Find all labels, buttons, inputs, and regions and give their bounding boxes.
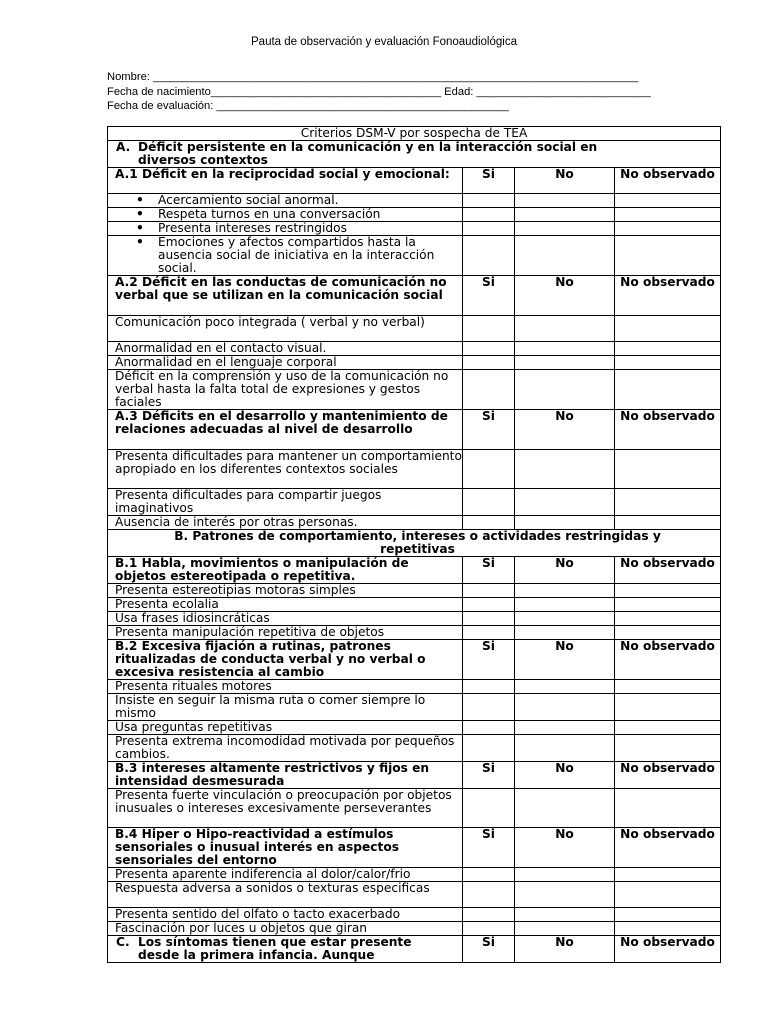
col-no-observado: No observado [615, 410, 721, 450]
col-no: No [515, 276, 615, 316]
section-b-line1: Patrones de comportamiento, intereses o actividades restringidas y [192, 529, 661, 543]
checkbox-si[interactable] [463, 721, 515, 735]
checkbox-no[interactable] [515, 694, 615, 721]
checkbox-no-observado[interactable] [615, 450, 721, 489]
checkbox-si[interactable] [463, 680, 515, 694]
checkbox-no[interactable] [515, 908, 615, 922]
list-item: Presenta rituales motores [108, 680, 463, 694]
section-c-line2: desde la primera infancia. Aunque [138, 948, 375, 962]
fecha-evaluacion-field[interactable]: Fecha de evaluación: _______________________________________________ [107, 100, 509, 112]
col-si: Si [463, 762, 515, 789]
checkbox-no[interactable] [515, 612, 615, 626]
section-a-letter: A. [116, 140, 131, 154]
checkbox-si[interactable] [463, 356, 515, 370]
col-si: Si [463, 168, 515, 194]
criterion-b4-title: B.4 Hiper o Hipo-reactividad a estímulos sensoriales o inusual interés en aspectos sensoriales del entorno [108, 828, 463, 868]
list-item: • Acercamiento social anormal. [108, 194, 463, 208]
list-item: Presenta manipulación repetitiva de objetos [108, 626, 463, 640]
list-item: Presenta sentido del olfato o tacto exacerbado [108, 908, 463, 922]
list-item: Usa preguntas repetitivas [108, 721, 463, 735]
checkbox-si[interactable] [463, 908, 515, 922]
checkbox-no-observado[interactable] [615, 208, 721, 222]
list-item: Insiste en seguir la misma ruta o comer siempre lo mismo [108, 694, 463, 721]
list-item: Respuesta adversa a sonidos o texturas especificas [108, 882, 463, 908]
checkbox-no[interactable] [515, 450, 615, 489]
checkbox-si[interactable] [463, 489, 515, 516]
criterion-b2-title: B.2 Excesiva fijación a rutinas, patrones ritualizadas de conducta verbal y no verbal o excesiva resistencia al cambio [108, 640, 463, 680]
col-no-observado: No observado [615, 640, 721, 680]
col-no-observado: No observado [615, 762, 721, 789]
col-no: No [515, 410, 615, 450]
section-c-letter: C. [116, 935, 130, 949]
checkbox-no[interactable] [515, 222, 615, 236]
checkbox-si[interactable] [463, 342, 515, 356]
list-item: Déficit en la comprensión y uso de la comunicación no verbal hasta la falta total de expresiones y gestos faciales [108, 370, 463, 410]
checkbox-si[interactable] [463, 208, 515, 222]
checkbox-no-observado[interactable] [615, 868, 721, 882]
checkbox-no-observado[interactable] [615, 194, 721, 208]
list-item: Anormalidad en el contacto visual. [108, 342, 463, 356]
list-item: • Respeta turnos en una conversación [108, 208, 463, 222]
checkbox-no[interactable] [515, 489, 615, 516]
checkbox-no[interactable] [515, 680, 615, 694]
checkbox-no-observado[interactable] [615, 316, 721, 342]
checkbox-si[interactable] [463, 222, 515, 236]
col-no: No [515, 762, 615, 789]
checkbox-no[interactable] [515, 598, 615, 612]
checkbox-si[interactable] [463, 236, 515, 276]
checkbox-si[interactable] [463, 584, 515, 598]
col-no: No [515, 936, 615, 963]
section-b-header [108, 530, 721, 557]
list-item: Ausencia de interés por otras personas. [108, 516, 463, 530]
col-si: Si [463, 410, 515, 450]
checkbox-no[interactable] [515, 868, 615, 882]
checkbox-no-observado[interactable] [615, 735, 721, 762]
checkbox-si[interactable] [463, 789, 515, 828]
checkbox-si[interactable] [463, 612, 515, 626]
criterion-a1-title: A.1 Déficit en la reciprocidad social y emocional: [108, 168, 463, 194]
section-a-header [108, 141, 721, 168]
col-si: Si [463, 828, 515, 868]
col-no: No [515, 828, 615, 868]
checkbox-no-observado[interactable] [615, 694, 721, 721]
checkbox-si[interactable] [463, 922, 515, 936]
checkbox-no[interactable] [515, 194, 615, 208]
col-no-observado: No observado [615, 936, 721, 963]
col-no: No [515, 168, 615, 194]
checkbox-no[interactable] [515, 882, 615, 908]
list-item: • Presenta intereses restringidos [108, 222, 463, 236]
fecha-nacimiento-field[interactable]: Fecha de nacimiento_____________________________________ Edad: ____________________________ [107, 86, 651, 98]
col-si: Si [463, 557, 515, 584]
list-item: Fascinación por luces u objetos que giran [108, 922, 463, 936]
table-caption: Criterios DSM-V por sospecha de TEA [108, 127, 721, 141]
list-item: • Emociones y afectos compartidos hasta la ausencia social de iniciativa en la interacción social. [108, 236, 463, 276]
section-c-line1: Los síntomas tienen que estar presente [138, 935, 412, 949]
checkbox-no[interactable] [515, 342, 615, 356]
checkbox-no-observado[interactable] [615, 342, 721, 356]
checkbox-no-observado[interactable] [615, 882, 721, 908]
checkbox-no-observado[interactable] [615, 908, 721, 922]
checkbox-no[interactable] [515, 356, 615, 370]
col-no-observado: No observado [615, 828, 721, 868]
nombre-field[interactable]: Nombre: ______________________________________________________________________________ [107, 71, 639, 83]
list-item: Presenta estereotipias motoras simples [108, 584, 463, 598]
checkbox-no-observado[interactable] [615, 612, 721, 626]
checkbox-no[interactable] [515, 735, 615, 762]
checkbox-si[interactable] [463, 694, 515, 721]
col-si: Si [463, 936, 515, 963]
checkbox-no-observado[interactable] [615, 584, 721, 598]
list-item: Anormalidad en el lenguaje corporal [108, 356, 463, 370]
col-no-observado: No observado [615, 276, 721, 316]
checkbox-no[interactable] [515, 316, 615, 342]
col-no-observado: No observado [615, 168, 721, 194]
list-item: Presenta ecolalia [108, 598, 463, 612]
checkbox-no-observado[interactable] [615, 356, 721, 370]
document-title: Pauta de observación y evaluación Fonoaudiológica [251, 36, 517, 48]
col-no: No [515, 557, 615, 584]
checkbox-si[interactable] [463, 370, 515, 410]
section-a-line2: diversos contextos [138, 153, 268, 167]
checkbox-si[interactable] [463, 450, 515, 489]
col-si: Si [463, 276, 515, 316]
checkbox-no[interactable] [515, 721, 615, 735]
checkbox-no-observado[interactable] [615, 236, 721, 276]
checkbox-no-observado[interactable] [615, 598, 721, 612]
checkbox-si[interactable] [463, 598, 515, 612]
checkbox-no[interactable] [515, 922, 615, 936]
list-item: Presenta dificultades para mantener un comportamiento apropiado en los diferentes contextos sociales [108, 450, 463, 489]
checkbox-si[interactable] [463, 868, 515, 882]
checkbox-no-observado[interactable] [615, 789, 721, 828]
list-item: Usa frases idiosincráticas [108, 612, 463, 626]
list-item: Presenta extrema incomodidad motivada por pequeños cambios. [108, 735, 463, 762]
criterion-b1-title: B.1 Habla, movimientos o manipulación de objetos estereotipada o repetitiva. [108, 557, 463, 584]
checkbox-si[interactable] [463, 626, 515, 640]
list-item: Presenta fuerte vinculación o preocupación por objetos inusuales o intereses excesivamente perseverantes [108, 789, 463, 828]
section-b-letter: B. [174, 529, 189, 543]
checkbox-si[interactable] [463, 316, 515, 342]
checkbox-no[interactable] [515, 626, 615, 640]
checkbox-no-observado[interactable] [615, 922, 721, 936]
col-no: No [515, 640, 615, 680]
checkbox-no[interactable] [515, 208, 615, 222]
checkbox-si[interactable] [463, 735, 515, 762]
checkbox-no[interactable] [515, 236, 615, 276]
criterion-a3-title: A.3 Déficits en el desarrollo y mantenimiento de relaciones adecuadas al nivel de desarrollo [108, 410, 463, 450]
section-a-line1: Déficit persistente en la comunicación y en la interacción social en [138, 140, 598, 154]
criterion-a2-title: A.2 Déficit en las conductas de comunicación no verbal que se utilizan en la comunicación social [108, 276, 463, 316]
checkbox-no[interactable] [515, 370, 615, 410]
checkbox-no-observado[interactable] [615, 680, 721, 694]
checkbox-si[interactable] [463, 882, 515, 908]
criterion-c-title [108, 936, 463, 963]
checkbox-si[interactable] [463, 194, 515, 208]
checkbox-si[interactable] [463, 516, 515, 530]
checkbox-no[interactable] [515, 584, 615, 598]
checkbox-no-observado[interactable] [615, 370, 721, 410]
checkbox-no-observado[interactable] [615, 516, 721, 530]
list-item: Presenta aparente indiferencia al dolor/calor/frio [108, 868, 463, 882]
checkbox-no[interactable] [515, 516, 615, 530]
list-item: Comunicación poco integrada ( verbal y no verbal) [108, 316, 463, 342]
col-no-observado: No observado [615, 557, 721, 584]
criterion-b3-title: B.3 intereses altamente restrictivos y fijos en intensidad desmesurada [108, 762, 463, 789]
section-b-line2: repetitivas [380, 542, 455, 556]
checkbox-no-observado[interactable] [615, 489, 721, 516]
criteria-table [107, 126, 721, 963]
checkbox-no-observado[interactable] [615, 626, 721, 640]
list-item: Presenta dificultades para compartir juegos imaginativos [108, 489, 463, 516]
checkbox-no-observado[interactable] [615, 721, 721, 735]
checkbox-no[interactable] [515, 789, 615, 828]
col-si: Si [463, 640, 515, 680]
checkbox-no-observado[interactable] [615, 222, 721, 236]
